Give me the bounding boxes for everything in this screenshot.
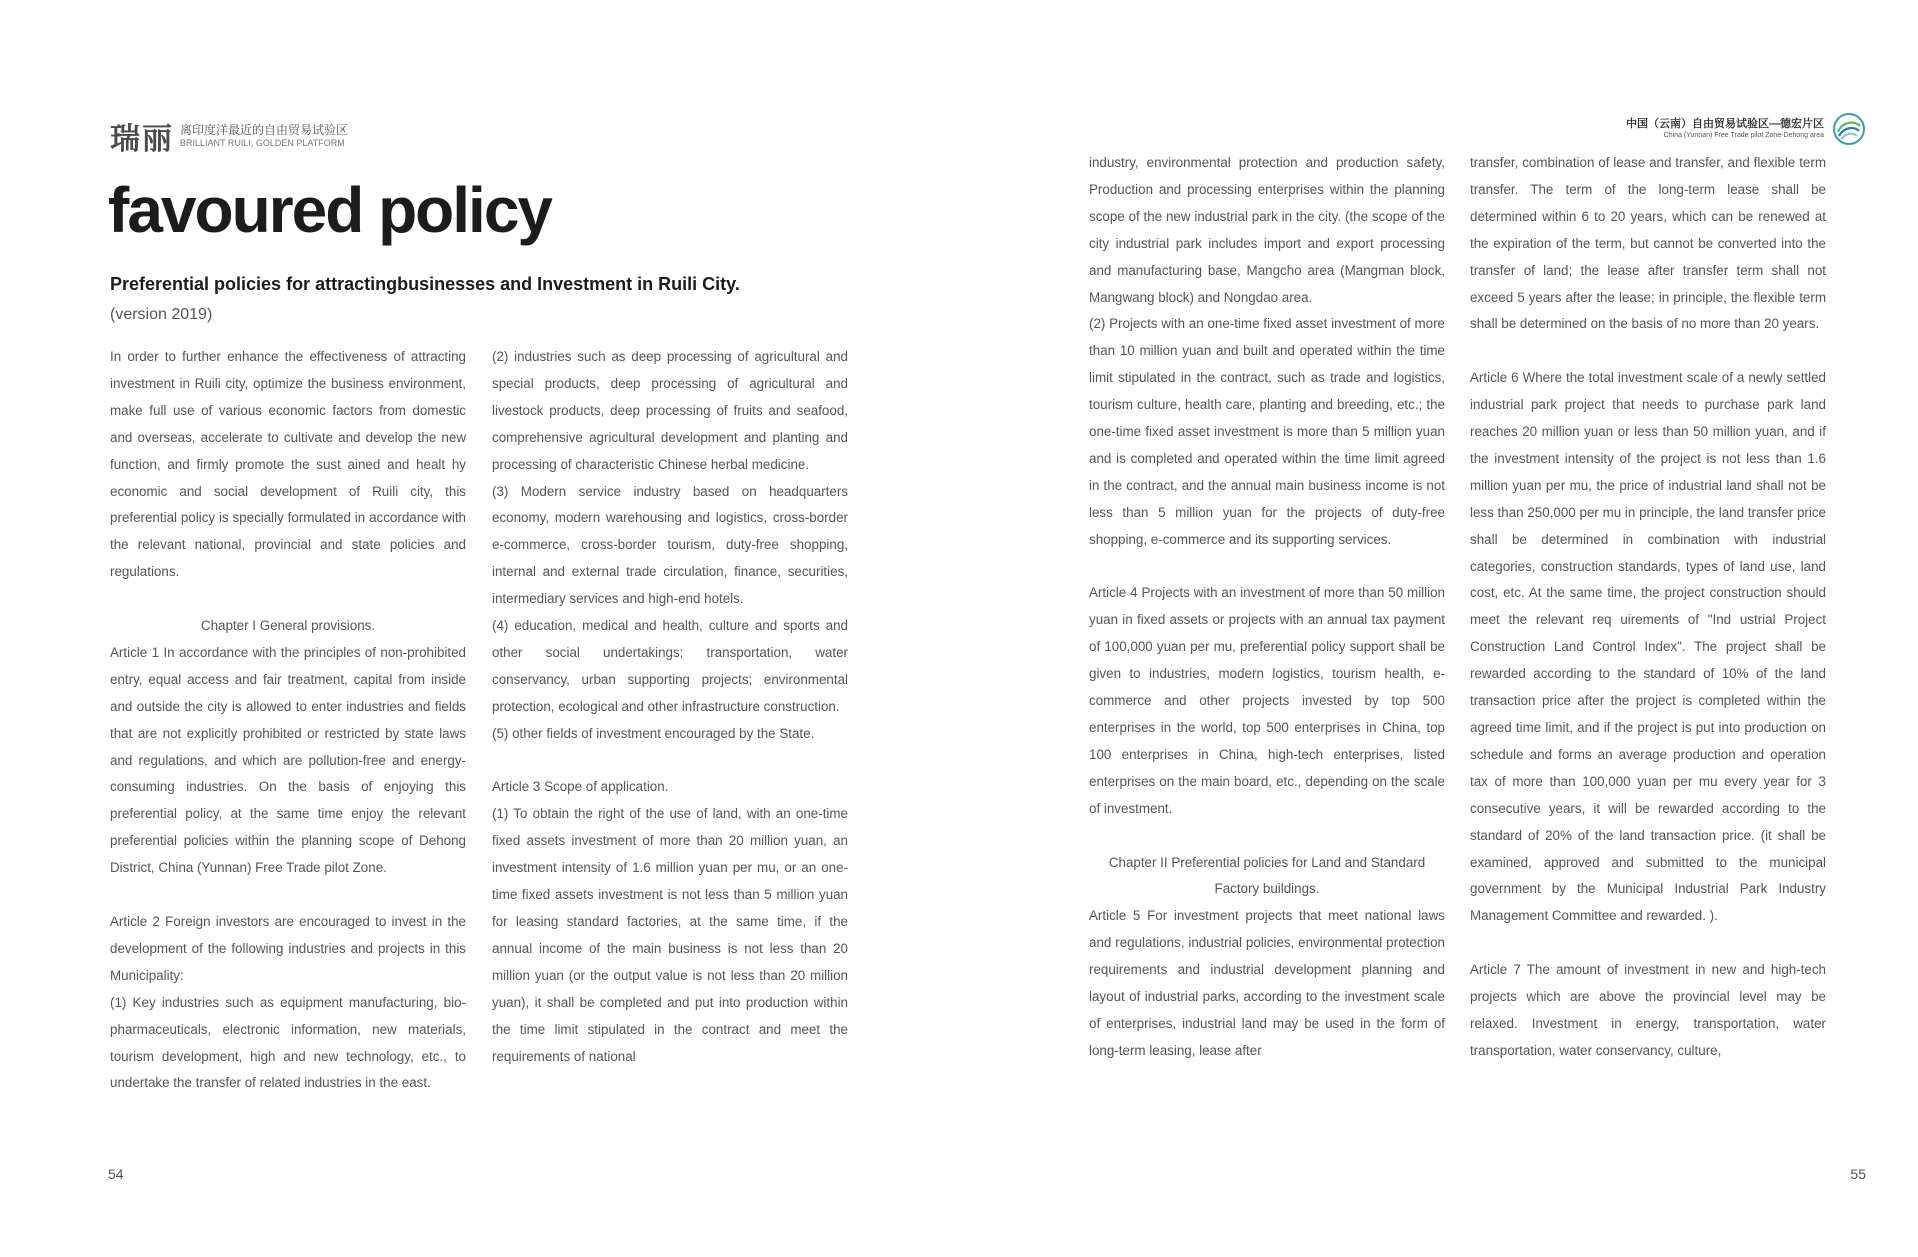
brand-tagline-en: BRILLIANT RUILI, GOLDEN PLATFORM — [180, 138, 345, 148]
paragraph: (1) Key industries such as equipment manufacturing, bio-pharmaceuticals, electronic information, new materials, tourism development, high and new technology, etc., to undertake the transfer of related industries in the east. — [110, 994, 466, 1091]
paragraph: Article 4 Projects with an investment of more than 50 million yuan in fixed assets or projects with an annual tax payment of 100,000 yuan per mu, preferential policy support shall be given to industries, modern logistics, tourism health, e-commerce and other projects invested by top 500 enterprises in the world, top 500 enterprises in China, top 100 enterprises in China, high-tech enterprises, listed enterprises on the main board, etc., depending on the scale of investment. — [1089, 585, 1445, 816]
brand-tagline-cn: 离印度洋最近的自由贸易试验区 — [180, 123, 349, 137]
swirl-logo-icon — [1832, 112, 1866, 146]
zone-tagline-cn: 中国（云南）自由贸易试验区—德宏片区 — [1626, 118, 1824, 130]
page-number-left: 54 — [108, 1166, 124, 1182]
version-label: (version 2019) — [110, 306, 213, 323]
page-subtitle: Preferential policies for attractingbusinesses and Investment in Ruili City. — [110, 274, 740, 294]
ruili-logo: 瑞丽 — [110, 122, 174, 157]
paragraph: Article 2 Foreign investors are encouraged to invest in the development of the following industries and projects in this Municipality: — [110, 914, 466, 983]
brand-tagline — [180, 123, 348, 149]
paragraph: (5) other fields of investment encouraged by the State. — [492, 725, 815, 741]
paragraph: (2) Projects with an one-time fixed asset investment of more than 10 million yuan and built and operated within the time limit stipulated in the contract, such as trade and logistics, tourism culture, health care, planting and breeding, etc.; the one-time fixed asset investment is more than 5 million yuan and is completed and operated within the time limit agreed in the contract, and the annual main business income is not less than 5 million yuan for the projects of duty-free shopping, e-commerce and its supporting services. — [1089, 316, 1445, 547]
zone-tagline-en: China (Yunnan) Free Trade pilot Zone-Dehong area — [1663, 132, 1824, 139]
paragraph: Chapter II Preferential policies for Land and Standard Factory buildings. — [1108, 854, 1426, 897]
paragraph: (4) education, medical and health, culture and sports and other social undertakings; transportation, water conservancy, urban supporting projects; environmental protection, ecological and other infrastructure construction. — [492, 618, 848, 714]
text-column-1 — [110, 344, 466, 1097]
paragraph: Article 5 For investment projects that meet national laws and regulations, industrial policies, environmental protection requirements and industrial development planning and layout of industrial parks, according to the investment scale of enterprises, industrial land may be used in the form of long-term leasing, lease after — [1089, 908, 1445, 1058]
paragraph: In order to further enhance the effectiveness of attracting investment in Ruili city, optimize the business environment, make full use of various economic factors from domestic and overseas, accelerate to cultivate and develop the new function, and firmly promote the sust ained and healt hy economic and social development of Ruili city, this preferential policy is specially formulated in accordance with the relevant national, provincial and state policies and regulations. — [110, 349, 466, 580]
brand-header-left — [110, 114, 348, 158]
paragraph: Article 7 The amount of investment in new and high-tech projects which are above the provincial level may be relaxed. Investment in energy, transportation, water transportation, water conservancy, culture, — [1470, 962, 1826, 1058]
paragraph: Chapter I General provisions. — [200, 618, 376, 634]
text-column-4 — [1470, 150, 1826, 1065]
paragraph: (2) industries such as deep processing of agricultural and special products, deep processing of agricultural and livestock products, deep processing of fruits and seafood, comprehensive agricultural development and planting and processing of characteristic Chinese herbal medicine. — [492, 349, 848, 472]
page-title: favoured policy — [108, 174, 551, 246]
paragraph: Article 1 In accordance with the principles of non-prohibited entry, equal access and fair treatment, capital from inside and outside the city is allowed to enter industries and fields that are not explicitly prohibited or restricted by state laws and regulations, and which are pollution-free and energy-consuming industries. On the basis of enjoying this preferential policy, at the same time enjoy the relevant preferential policies within the planning scope of Dehong District, China (Yunnan) Free Trade pilot Zone. — [110, 644, 466, 876]
page-number-right: 55 — [1850, 1166, 1866, 1182]
zone-tagline — [1626, 117, 1824, 141]
paragraph: (1) To obtain the right of the use of land, with an one-time fixed assets investment of more than 20 million yuan, an investment intensity of 1.6 million yuan per mu, or an one-time fixed assets investment is not less than 5 million yuan for leasing standard factories, at the same time, if the annual income of the main business is not less than 20 million yuan (or the output value is not less than 20 million yuan), it shall be completed and put into production within the time limit stipulated in the contract and meet the requirements of national — [492, 806, 848, 1064]
brand-header-right — [1626, 112, 1866, 146]
text-column-2 — [492, 344, 848, 1070]
paragraph: industry, environmental protection and production safety, Production and processing enterprises within the planning scope of the new industrial park in the city. (the scope of the city industrial park includes import and export processing and manufacturing base, Mangcho area (Mangman block, Mangwang block) and Nongdao area. — [1089, 155, 1445, 305]
paragraph: transfer, combination of lease and transfer, and flexible term transfer. The term of the long-term lease shall be determined within 6 to 20 years, which can be renewed at the expiration of the term, but cannot be converted into the transfer of land; the lease after transfer term shall not exceed 5 years after the lease; in principle, the flexible term shall be determined on the basis of no more than 20 years. — [1470, 155, 1826, 332]
paragraph: (3) Modern service industry based on headquarters economy, modern warehousing and logistics, cross-border e-commerce, cross-border tourism, duty-free shopping, internal and external trade circulation, finance, securities, intermediary services and high-end hotels. — [492, 483, 848, 607]
paragraph: Article 6 Where the total investment scale of a newly settled industrial park project that needs to purchase park land reaches 20 million yuan or less than 50 million yuan, and if the investment intensity of the project is not less than 1.6 million yuan per mu, the price of industrial land shall not be less than 250,000 per mu in principle, the land transfer price shall be determined in combination with industrial categories, construction standards, types of land use, land cost, etc. At the same time, the project construction should meet the relevant req uirements of "Ind ustrial Project Construction Land Control Index". The project shall be rewarded according to the standard of 10% of the land transaction price after the project is completed within the agreed time limit, and if the project is put into production on schedule and forms an average production and operation tax of more than 100,000 yuan per mu every year for 3 consecutive years, it will be rewarded according to the standard of 20% of the land transaction price. (it shall be examined, approved and submitted to the municipal government by the Municipal Industrial Park Industry Management Committee and rewarded. ). — [1470, 370, 1826, 924]
right-page — [959, 0, 1918, 1257]
text-column-3 — [1089, 150, 1445, 1065]
paragraph: Article 3 Scope of application. — [492, 779, 669, 795]
